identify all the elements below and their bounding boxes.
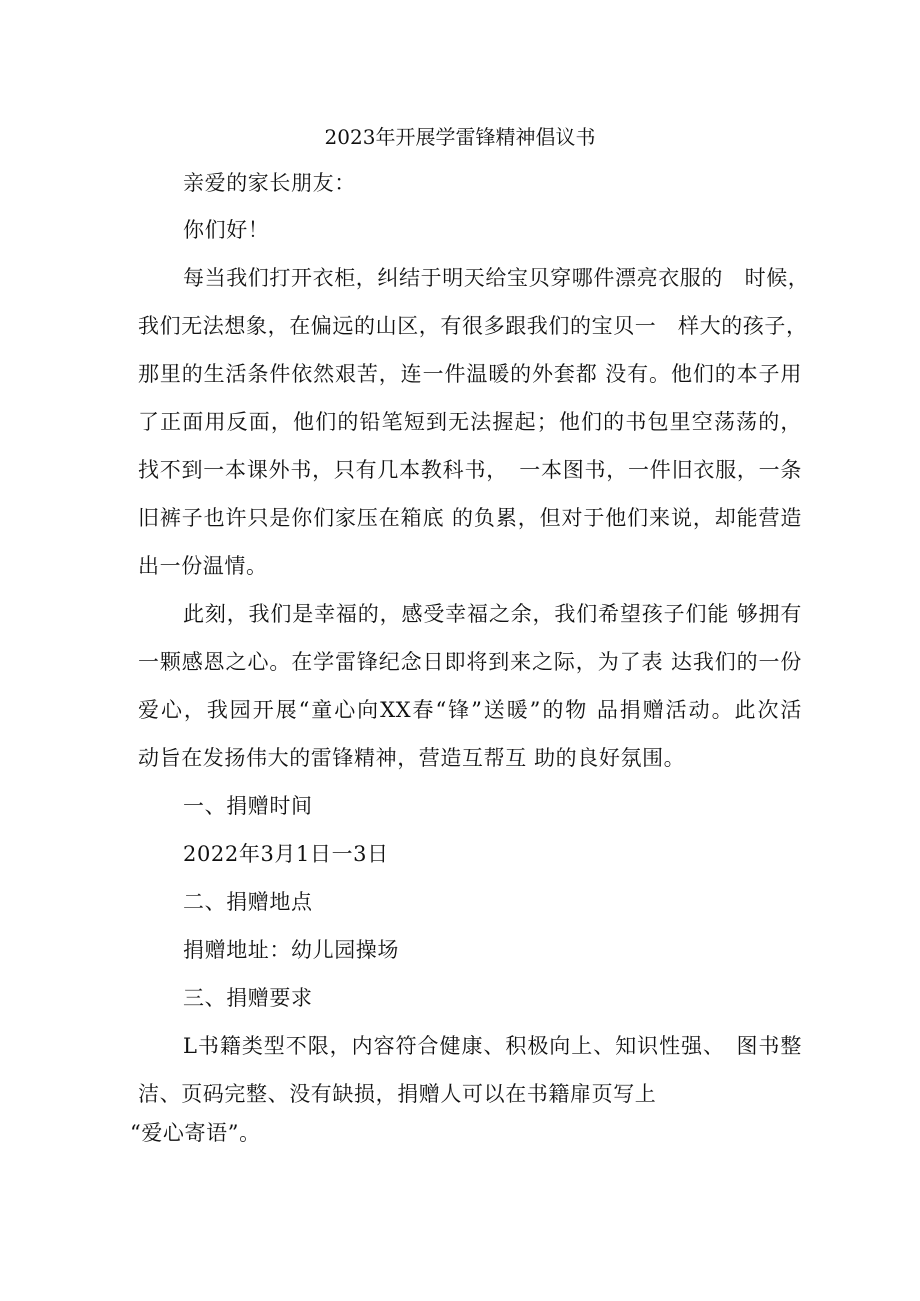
paragraph2-line: 此刻，我们是幸福的，感受幸福之余，我们希望孩子们能 够拥有 xyxy=(183,602,802,626)
salutation: 亲爱的家长朋友： xyxy=(183,171,356,195)
paragraph1-line: 了正面用反面，他们的铅笔短到无法握起；他们的书包里空荡荡的， xyxy=(138,410,802,434)
paragraph2-line: 爱心，我园开展“童心向XX春“锋”送暖”的物 品捐赠活动。此次活 xyxy=(138,698,802,722)
paragraph2-line: 一颗感恩之心。在学雷锋纪念日即将到来之际，为了表 达我们的一份 xyxy=(138,650,802,674)
section3-line: L书籍类型不限，内容符合健康、积极向上、知识性强、 图书整 xyxy=(183,1034,802,1058)
paragraph1-line: 每当我们打开衣柜，纠结于明天给宝贝穿哪件漂亮衣服的 时候， xyxy=(183,266,810,290)
document-title: 2023年开展学雷锋精神倡议书 xyxy=(324,125,596,149)
greeting: 你们好！ xyxy=(183,218,270,242)
section1-text: 2022年3月1日一3日 xyxy=(183,842,389,866)
paragraph1-line: 旧裤子也许只是你们家压在箱底 的负累，但对于他们来说，却能营造 xyxy=(138,506,802,530)
section2-text: 捐赠地址：幼儿园操场 xyxy=(183,938,399,962)
paragraph1-line: 我们无法想象，在偏远的山区，有很多跟我们的宝贝一 样大的孩子， xyxy=(138,314,808,338)
paragraph1-line: 出一份温情。 xyxy=(138,554,268,578)
section3-line: 洁、页码完整、没有缺损，捐赠人可以在书籍扉页写上 xyxy=(138,1082,657,1106)
paragraph1-line: 找不到一本课外书，只有几本教科书， 一本图书，一件旧衣服，一条 xyxy=(138,458,802,482)
paragraph2-line: 动旨在发扬伟大的雷锋精神，营造互帮互 助的良好氛围。 xyxy=(138,746,686,770)
section2-heading: 二、捐赠地点 xyxy=(183,890,313,914)
section3-heading: 三、捐赠要求 xyxy=(183,986,313,1010)
section1-heading: 一、捐赠时间 xyxy=(183,794,313,818)
paragraph1-line: 那里的生活条件依然艰苦，连一件温暖的外套都 没有。他们的本子用 xyxy=(138,362,802,386)
section3-line: “爱心寄语”。 xyxy=(130,1121,261,1145)
